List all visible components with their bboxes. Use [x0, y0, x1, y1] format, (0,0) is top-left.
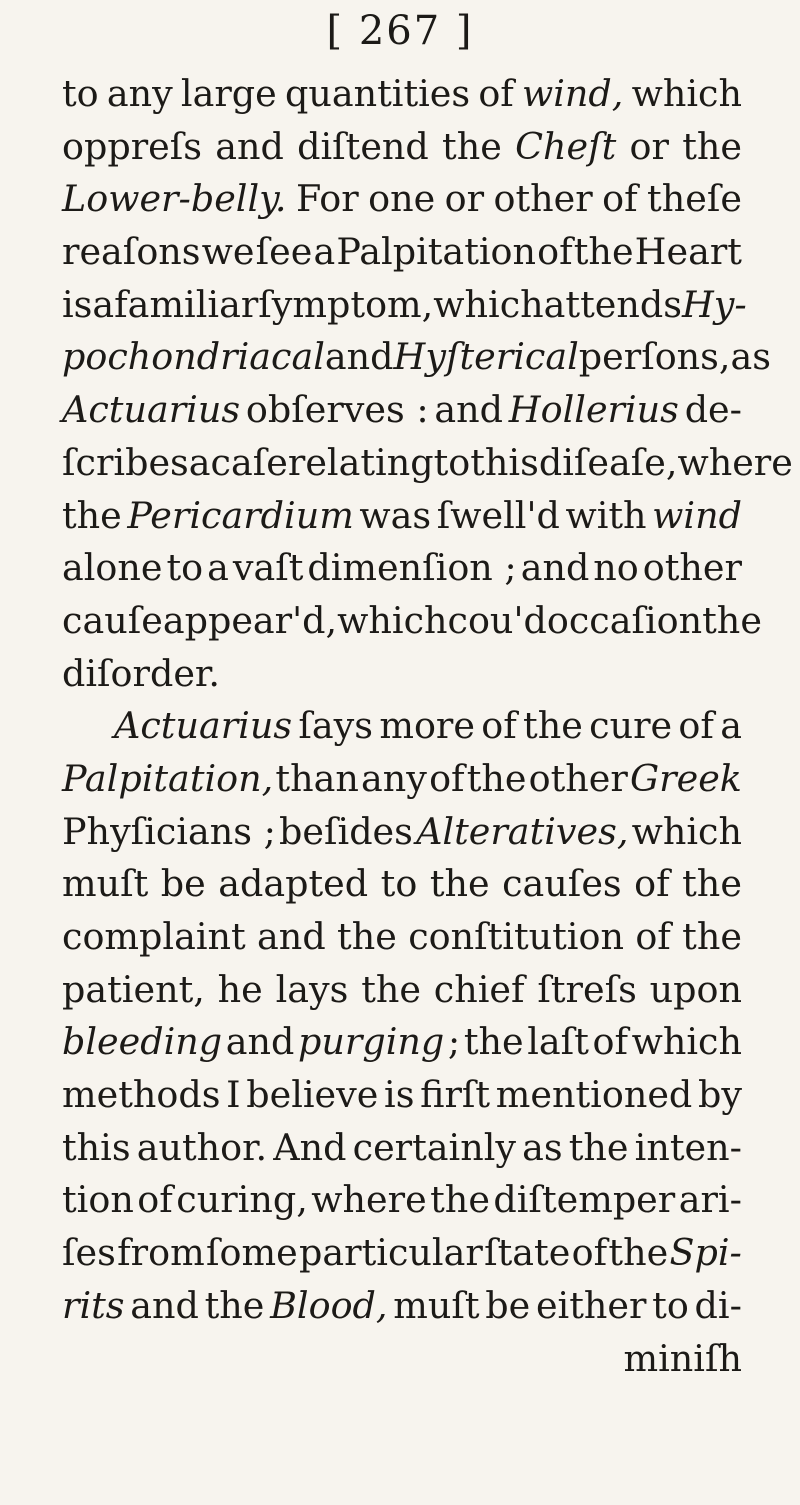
- word: either: [535, 1283, 647, 1327]
- word: which: [631, 72, 742, 115]
- word: diſorder.: [62, 651, 220, 695]
- word: any: [106, 72, 173, 115]
- word: this: [470, 440, 539, 484]
- word: ſymptom,: [258, 282, 434, 326]
- word: tion: [62, 1178, 134, 1222]
- word: muſt: [393, 1283, 480, 1327]
- text-line: [62, 331, 772, 384]
- word: a: [188, 440, 211, 484]
- word: Lower-belly.: [62, 177, 287, 221]
- word: adapted: [218, 862, 369, 906]
- word: one: [368, 177, 436, 221]
- word: Spi-: [669, 1231, 742, 1275]
- catchword: miniſh: [623, 1336, 742, 1380]
- word: vaſt: [232, 546, 304, 590]
- word: and: [324, 335, 394, 379]
- word: the: [204, 1283, 265, 1327]
- word: obſerves :: [245, 388, 429, 432]
- word: alone: [62, 546, 163, 590]
- text-line: [62, 1016, 742, 1069]
- word: ſcribes: [62, 440, 189, 484]
- word: dimenſion ;: [307, 546, 517, 590]
- word: be: [160, 862, 206, 906]
- word: diſtend: [297, 124, 429, 168]
- word: Palpitation,: [62, 756, 274, 800]
- word: more: [379, 704, 475, 748]
- text-line: [62, 753, 742, 806]
- word: conſtitution: [408, 915, 624, 958]
- word: I: [226, 1073, 241, 1117]
- word: perſons,: [578, 335, 731, 379]
- word: by: [697, 1073, 742, 1117]
- word: mentioned: [495, 1073, 693, 1117]
- word: other: [528, 756, 628, 800]
- word: of: [537, 230, 573, 274]
- word: to: [433, 440, 471, 484]
- word: of: [429, 756, 465, 800]
- word: appear'd,: [162, 598, 338, 642]
- word: and: [130, 1283, 199, 1327]
- word: Pericardium: [127, 493, 354, 537]
- word: of: [137, 1178, 173, 1222]
- word: and: [257, 915, 326, 958]
- text-line: [62, 173, 742, 226]
- word: to: [62, 72, 99, 115]
- text-line: [62, 1174, 742, 1227]
- word: For: [295, 177, 359, 221]
- word: laſt: [527, 1020, 589, 1064]
- text-line: [62, 542, 742, 595]
- word: certainly: [352, 1125, 517, 1169]
- word: of: [602, 177, 638, 221]
- word: lays: [275, 967, 349, 1011]
- word: oppreſs: [62, 124, 202, 168]
- word: diſtemper: [493, 1178, 676, 1222]
- text-line: [62, 384, 742, 437]
- word: the: [573, 230, 634, 274]
- word: rits: [62, 1283, 125, 1327]
- word: chief: [433, 967, 525, 1011]
- word: or: [629, 124, 669, 168]
- word: the: [361, 967, 421, 1011]
- word: quantities: [284, 72, 471, 115]
- word: Greek: [630, 756, 742, 800]
- word: a: [720, 704, 742, 748]
- text-line: [62, 648, 742, 701]
- body-text: [62, 68, 793, 1333]
- word: large: [180, 72, 277, 115]
- catchword-block: [62, 1333, 742, 1386]
- text-line: [62, 1069, 742, 1122]
- word: occaſion: [546, 598, 703, 642]
- word: complaint: [62, 915, 246, 958]
- word: relating: [287, 440, 434, 484]
- word: firſt: [420, 1073, 491, 1117]
- word: cure: [589, 704, 673, 748]
- word: Hyſterical: [393, 335, 579, 379]
- word: beſides: [279, 809, 413, 853]
- word: to: [166, 546, 204, 590]
- word: cauſes: [502, 862, 622, 906]
- word: the: [682, 915, 742, 958]
- word: ſtate: [484, 1231, 571, 1275]
- word: a: [313, 230, 336, 274]
- word: from: [117, 1231, 205, 1275]
- word: ſee: [255, 230, 313, 274]
- word: patient,: [62, 967, 205, 1011]
- word: the: [568, 1125, 629, 1169]
- word: the: [702, 598, 762, 642]
- word: he: [217, 967, 263, 1011]
- word: or: [444, 177, 485, 221]
- word: Blood,: [270, 1283, 388, 1327]
- word: cauſe: [62, 598, 163, 642]
- word: attends: [543, 282, 682, 326]
- text-line: [62, 437, 793, 490]
- word: ſays: [298, 704, 374, 748]
- word: was: [359, 493, 432, 537]
- word: familiar: [114, 282, 259, 326]
- word: cou'd: [447, 598, 547, 642]
- text-line: [62, 1280, 742, 1333]
- word: Heart: [634, 230, 742, 274]
- word: which: [337, 598, 448, 642]
- word: the: [62, 493, 122, 537]
- text-line: [62, 700, 742, 753]
- word: Phyſicians ;: [62, 809, 276, 853]
- word: muſt: [62, 862, 149, 906]
- word: a: [92, 282, 115, 326]
- word: of: [635, 915, 671, 958]
- word: di-: [694, 1283, 742, 1327]
- word: and: [215, 124, 284, 168]
- word: of: [592, 1020, 628, 1064]
- word: as: [522, 1125, 563, 1169]
- text-line: [62, 279, 747, 332]
- word: the: [523, 704, 583, 748]
- word: the: [430, 1178, 490, 1222]
- text-line: [62, 226, 742, 279]
- word: of: [634, 862, 670, 906]
- word: with: [565, 493, 647, 537]
- word: believe: [246, 1073, 379, 1117]
- word: Hy-: [681, 282, 747, 326]
- word: which: [433, 282, 544, 326]
- word: which: [631, 1020, 742, 1064]
- word: the: [682, 124, 742, 168]
- word: ;: [447, 1020, 461, 1064]
- word: the: [442, 124, 502, 168]
- word: of: [481, 704, 517, 748]
- word: of: [678, 704, 714, 748]
- word: purging: [298, 1020, 445, 1064]
- word: ſes: [62, 1231, 116, 1275]
- text-line: [62, 1122, 742, 1175]
- word: the: [337, 915, 397, 958]
- word: where: [311, 1178, 427, 1222]
- text-line: [62, 1227, 742, 1280]
- word: bleeding: [62, 1020, 223, 1064]
- text-line: [62, 858, 742, 911]
- word: caſe: [210, 440, 288, 484]
- text-line: [62, 964, 742, 1017]
- word: curing,: [176, 1178, 308, 1222]
- word: reaſons: [62, 230, 201, 274]
- word: ari-: [678, 1178, 742, 1222]
- text-line: [62, 595, 762, 648]
- word: de-: [684, 388, 742, 432]
- word: the: [429, 862, 490, 906]
- word: Alteratives,: [416, 809, 629, 853]
- text-line: [62, 911, 742, 964]
- word: upon: [649, 967, 742, 1011]
- word: diſeaſe,: [538, 440, 678, 484]
- word: and: [434, 388, 504, 432]
- word: methods: [62, 1073, 221, 1117]
- word: particular: [299, 1231, 483, 1275]
- word: Hollerius: [508, 388, 679, 432]
- word: no: [593, 546, 639, 590]
- word: as: [730, 335, 772, 379]
- text-line: [62, 806, 742, 859]
- word: inten-: [634, 1125, 742, 1169]
- word: ſtreſs: [537, 967, 637, 1011]
- word: any: [361, 756, 427, 800]
- word: be: [485, 1283, 531, 1327]
- word: to: [380, 862, 418, 906]
- text-line: [62, 490, 742, 543]
- word: Cheſt: [515, 124, 617, 168]
- word: wind: [652, 493, 742, 537]
- word: this: [62, 1125, 131, 1169]
- word: other: [493, 177, 593, 221]
- word: Palpitation: [336, 230, 537, 274]
- word: the: [608, 1231, 669, 1275]
- word: is: [62, 282, 93, 326]
- word: which: [631, 809, 742, 853]
- catchword-line: [62, 1333, 742, 1386]
- word: the: [682, 862, 742, 906]
- word: author.: [136, 1125, 268, 1169]
- word: ſome: [206, 1231, 298, 1275]
- word: the: [463, 1020, 524, 1064]
- word: of: [478, 72, 514, 115]
- word: a: [207, 546, 229, 590]
- word: and: [225, 1020, 295, 1064]
- word: is: [384, 1073, 415, 1117]
- text-line: [62, 68, 742, 121]
- word: we: [201, 230, 255, 274]
- word: the: [466, 756, 527, 800]
- word: of: [571, 1231, 608, 1275]
- word: wind,: [521, 72, 624, 115]
- word: theſe: [647, 177, 742, 221]
- word: And: [273, 1125, 347, 1169]
- text-line: [62, 121, 742, 174]
- word: to: [652, 1283, 689, 1327]
- word: Actuarius: [114, 704, 293, 748]
- word: other: [642, 546, 742, 590]
- word: where: [677, 440, 793, 484]
- word: ſwell'd: [436, 493, 560, 537]
- page-number: [ 267 ]: [326, 8, 474, 54]
- word: Actuarius: [62, 388, 241, 432]
- word: than: [275, 756, 359, 800]
- word: pochondriacal: [62, 335, 325, 379]
- word: and: [520, 546, 590, 590]
